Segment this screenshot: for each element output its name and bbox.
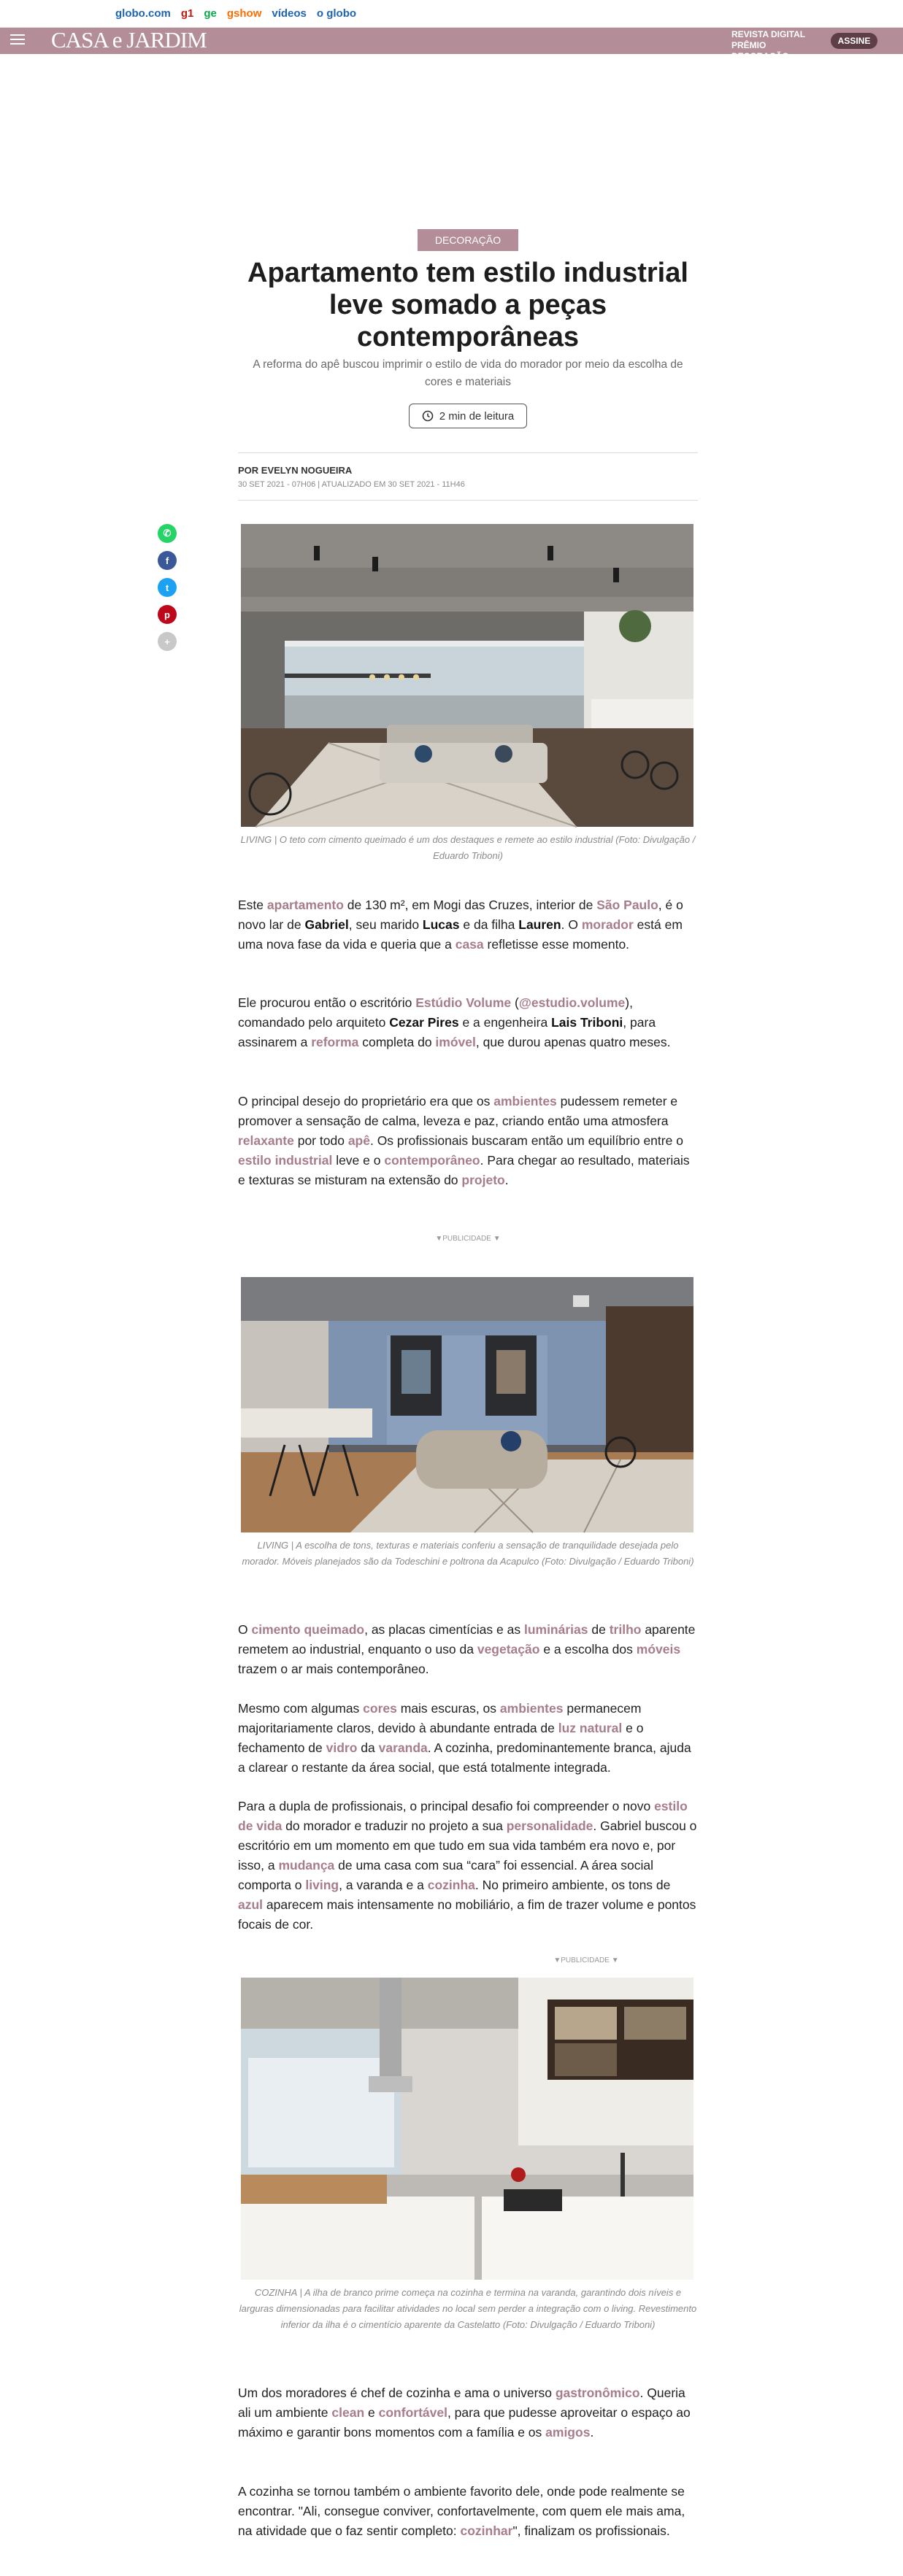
site-header — [0, 27, 903, 61]
inline-link[interactable]: amigos — [545, 2425, 591, 2440]
text-segment: A cozinha se tornou também o ambiente favorito dele, onde pode realmente se encontrar. "Ali, consegue conviver, confortavelmente, com quem ele mais ama, na atividade que o faz sentir completo: — [238, 2484, 685, 2538]
subscribe-button[interactable]: ASSINE — [831, 33, 877, 49]
text-segment: . No primeiro ambiente, os tons de — [474, 1878, 671, 1892]
inline-link[interactable]: clean — [331, 2405, 365, 2420]
inline-link[interactable]: trilho — [609, 1622, 642, 1637]
inline-link[interactable]: apartamento — [266, 898, 344, 912]
inline-link[interactable]: casa — [455, 937, 484, 952]
bold-name: Gabriel — [304, 917, 349, 932]
globo-link[interactable]: ge — [204, 7, 217, 20]
inline-link[interactable]: varanda — [378, 1740, 428, 1755]
text-segment: . Para chegar ao resultado, materiais e texturas se misturam na extensão do — [238, 1153, 690, 1187]
text-segment: pudessem remeter e promover a sensação de calma, leveza e paz, criando então uma atmosfera — [238, 1094, 678, 1128]
ad-label: ▼PUBLICIDADE ▼ — [435, 1235, 501, 1243]
paragraph — [238, 1092, 698, 1190]
whatsapp-icon[interactable]: ✆ — [158, 524, 177, 543]
text-segment: . O — [561, 917, 582, 932]
clock-icon — [422, 410, 434, 422]
text-segment: , que durou apenas quatro meses. — [475, 1035, 671, 1049]
globo-link[interactable]: g1 — [180, 7, 194, 20]
text-segment: . Gabriel buscou o escritório em um momento em que tudo em sua vida também era novo e, por isso, a — [238, 1819, 697, 1873]
inline-link[interactable]: cores — [363, 1701, 397, 1716]
photo-caption: LIVING | O teto com cimento queimado é um dos destaques e remete ao estilo industrial (Foto: Divulgação / Eduardo Triboni) — [240, 834, 696, 861]
text-segment: ( — [511, 995, 519, 1010]
text-segment: , para que pudesse aproveitar o espaço ao máximo e garantir bons momentos com a família e os — [238, 2405, 691, 2440]
header-menu-item[interactable]: DECORAÇÃO — [731, 51, 789, 61]
globo-link[interactable]: gshow — [226, 7, 262, 20]
paragraph — [238, 2383, 698, 2442]
text-segment: está em uma nova fase da vida e queria que a — [238, 917, 683, 952]
text-segment: aparente remetem ao industrial, enquanto o uso da — [238, 1622, 696, 1657]
bold-name: Lais Triboni — [551, 1015, 623, 1030]
text-segment: e a escolha dos — [539, 1642, 637, 1657]
photo-caption: COZINHA | A ilha de branco prime começa na cozinha e termina na varanda, garantindo dois níveis e larguras dimensionadas para facilitar atividades no local sem perder a integração com o living. Revestimento inferior da ilha é o cimentício aparente da Castelatto (Foto: Divulgação / Eduardo Triboni) — [239, 2287, 697, 2330]
inline-link[interactable]: cimento queimado — [251, 1622, 365, 1637]
text-segment: . — [504, 1173, 509, 1187]
bold-name: Lauren — [518, 917, 561, 932]
inline-link[interactable]: gastronômico — [555, 2386, 640, 2400]
globo-links — [115, 7, 356, 20]
text-segment: permanecem majoritariamente claros, devido à abundante entrada de — [238, 1701, 642, 1735]
inline-link[interactable]: vidro — [326, 1740, 358, 1755]
text-segment: Para a dupla de profissionais, o principal desafio foi compreender o novo — [238, 1799, 655, 1813]
share-bar — [158, 524, 178, 659]
text-segment: do morador e traduzir no projeto a sua — [282, 1819, 507, 1833]
text-segment: , é o novo lar de — [238, 898, 683, 932]
ad-label: ▼PUBLICIDADE ▼ — [553, 1956, 619, 1964]
paragraph — [238, 993, 698, 1052]
photo-caption: LIVING | A escolha de tons, texturas e materiais conferiu a sensação de tranquilidade desejada pelo morador. Móveis planejados são da Todeschini e poltrona da Acapulco (Foto: Divulgação / Eduardo Triboni) — [242, 1540, 694, 1567]
site-logo[interactable]: CASA e JARDIM — [51, 27, 207, 53]
byline — [238, 452, 698, 501]
text-segment: O — [238, 1622, 252, 1637]
globo-top-bar — [0, 0, 903, 28]
inline-link[interactable]: projeto — [461, 1173, 505, 1187]
text-segment: aparecem mais intensamente no mobiliário, a fim de trazer volume e pontos focais de cor. — [238, 1897, 696, 1932]
inline-link[interactable]: personalidade — [506, 1819, 593, 1833]
text-segment: . — [590, 2425, 594, 2440]
inline-link[interactable]: luminárias — [523, 1622, 588, 1637]
text-segment: Este — [238, 898, 267, 912]
text-segment: mais escuras, os — [396, 1701, 500, 1716]
text-segment: e — [364, 2405, 379, 2420]
inline-link[interactable]: cozinhar — [460, 2523, 513, 2538]
twitter-icon[interactable]: t — [158, 578, 177, 597]
text-segment: Mesmo com algumas — [238, 1701, 364, 1716]
inline-link[interactable]: Estúdio Volume — [415, 995, 512, 1010]
author[interactable]: POR EVELYN NOGUEIRA — [238, 465, 353, 476]
globo-link[interactable]: o globo — [316, 7, 357, 20]
paragraph — [238, 1620, 698, 1679]
photo-living-1[interactable] — [241, 524, 693, 827]
text-segment: leve e o — [332, 1153, 385, 1168]
text-segment: e o fechamento de — [238, 1721, 644, 1755]
inline-link[interactable]: luz natural — [558, 1721, 623, 1735]
section-tag[interactable]: DECORAÇÃO — [418, 229, 518, 251]
header-menu-item[interactable]: REVISTA DIGITAL — [731, 29, 806, 39]
inline-link[interactable]: São Paulo — [596, 898, 658, 912]
paragraph — [238, 2482, 698, 2541]
paragraph — [238, 895, 698, 955]
paragraph — [238, 1797, 698, 1935]
photo-kitchen[interactable] — [241, 1978, 693, 2280]
text-segment: Um dos moradores é chef de cozinha e ama o universo — [238, 2386, 556, 2400]
inline-link[interactable]: estilo de vida — [238, 1799, 688, 1833]
publish-dates: 30 SET 2021 - 07H06 | ATUALIZADO EM 30 SET 2021 - 11H46 — [238, 480, 465, 489]
text-segment: , as placas cimentícias e as — [364, 1622, 524, 1637]
article-subtitle: A reforma do apê buscou imprimir o estilo de vida do morador por meio da escolha de cores e materiais — [253, 358, 683, 388]
inline-link[interactable]: reforma — [311, 1035, 359, 1049]
inline-link[interactable]: mudança — [278, 1858, 335, 1873]
inline-link[interactable]: living — [305, 1878, 339, 1892]
inline-link[interactable]: vegetação — [477, 1642, 540, 1657]
text-segment: de uma casa com sua “cara” foi essencial. A área social comporta o — [238, 1858, 654, 1892]
inline-link[interactable]: azul — [238, 1897, 264, 1912]
inline-link[interactable]: ambientes — [493, 1094, 557, 1108]
inline-link[interactable]: apê — [347, 1133, 370, 1148]
text-segment: , para assinarem a — [238, 1015, 656, 1049]
globo-link[interactable]: globo.com — [115, 7, 171, 20]
inline-link[interactable]: confortável — [378, 2405, 447, 2420]
text-segment: de — [588, 1622, 610, 1637]
text-segment: por todo — [293, 1133, 348, 1148]
inline-link[interactable]: imóvel — [435, 1035, 476, 1049]
text-segment: da — [357, 1740, 379, 1755]
text-segment: ), comandado pelo arquiteto — [238, 995, 633, 1030]
inline-link[interactable]: móveis — [636, 1642, 681, 1657]
article-title: Apartamento tem estilo industrial leve somado a peças contemporâneas — [247, 258, 688, 352]
header-menu-item[interactable]: PRÊMIO — [731, 40, 766, 50]
text-segment: Ele procurou então o escritório — [238, 995, 416, 1010]
header-menu — [731, 29, 819, 61]
inline-link[interactable]: @estudio.volume — [518, 995, 626, 1010]
bold-name: Lucas — [422, 917, 460, 932]
facebook-icon[interactable]: f — [158, 551, 177, 570]
text-segment: e da filha — [459, 917, 519, 932]
inline-link[interactable]: cozinha — [427, 1878, 475, 1892]
text-segment: O principal desejo do proprietário era que os — [238, 1094, 494, 1108]
read-time-badge — [409, 404, 527, 428]
text-segment: , a varanda e a — [339, 1878, 428, 1892]
photo-living-2[interactable] — [241, 1277, 693, 1532]
bold-name: Cezar Pires — [389, 1015, 459, 1030]
read-time-label: 2 min de leitura — [439, 409, 515, 423]
inline-link[interactable]: ambientes — [499, 1701, 564, 1716]
inline-link[interactable]: morador — [581, 917, 634, 932]
inline-link[interactable]: contemporâneo — [384, 1153, 480, 1168]
text-segment: e a engenheira — [458, 1015, 552, 1030]
pinterest-icon[interactable]: p — [158, 605, 177, 624]
globo-link[interactable]: vídeos — [272, 7, 307, 20]
inline-link[interactable]: relaxante — [238, 1133, 294, 1148]
text-segment: de 130 m², em Mogi das Cruzes, interior de — [343, 898, 597, 912]
text-segment: . Os profissionais buscaram então um equilíbrio entre o — [369, 1133, 683, 1148]
text-segment: trazem o ar mais contemporâneo. — [238, 1662, 429, 1676]
text-segment: . A cozinha, predominantemente branca, ajuda a clarear o restante da área social, que está totalmente integrada. — [238, 1740, 691, 1775]
text-segment: refletisse esse momento. — [483, 937, 630, 952]
text-segment: ", finalizam os profissionais. — [512, 2523, 670, 2538]
hamburger-icon[interactable] — [10, 34, 25, 46]
paragraph — [238, 1699, 698, 1778]
more-icon[interactable]: + — [158, 632, 177, 651]
inline-link[interactable]: estilo industrial — [238, 1153, 333, 1168]
text-segment: , seu marido — [348, 917, 423, 932]
text-segment: . Queria ali um ambiente — [238, 2386, 685, 2420]
text-segment: completa do — [358, 1035, 436, 1049]
